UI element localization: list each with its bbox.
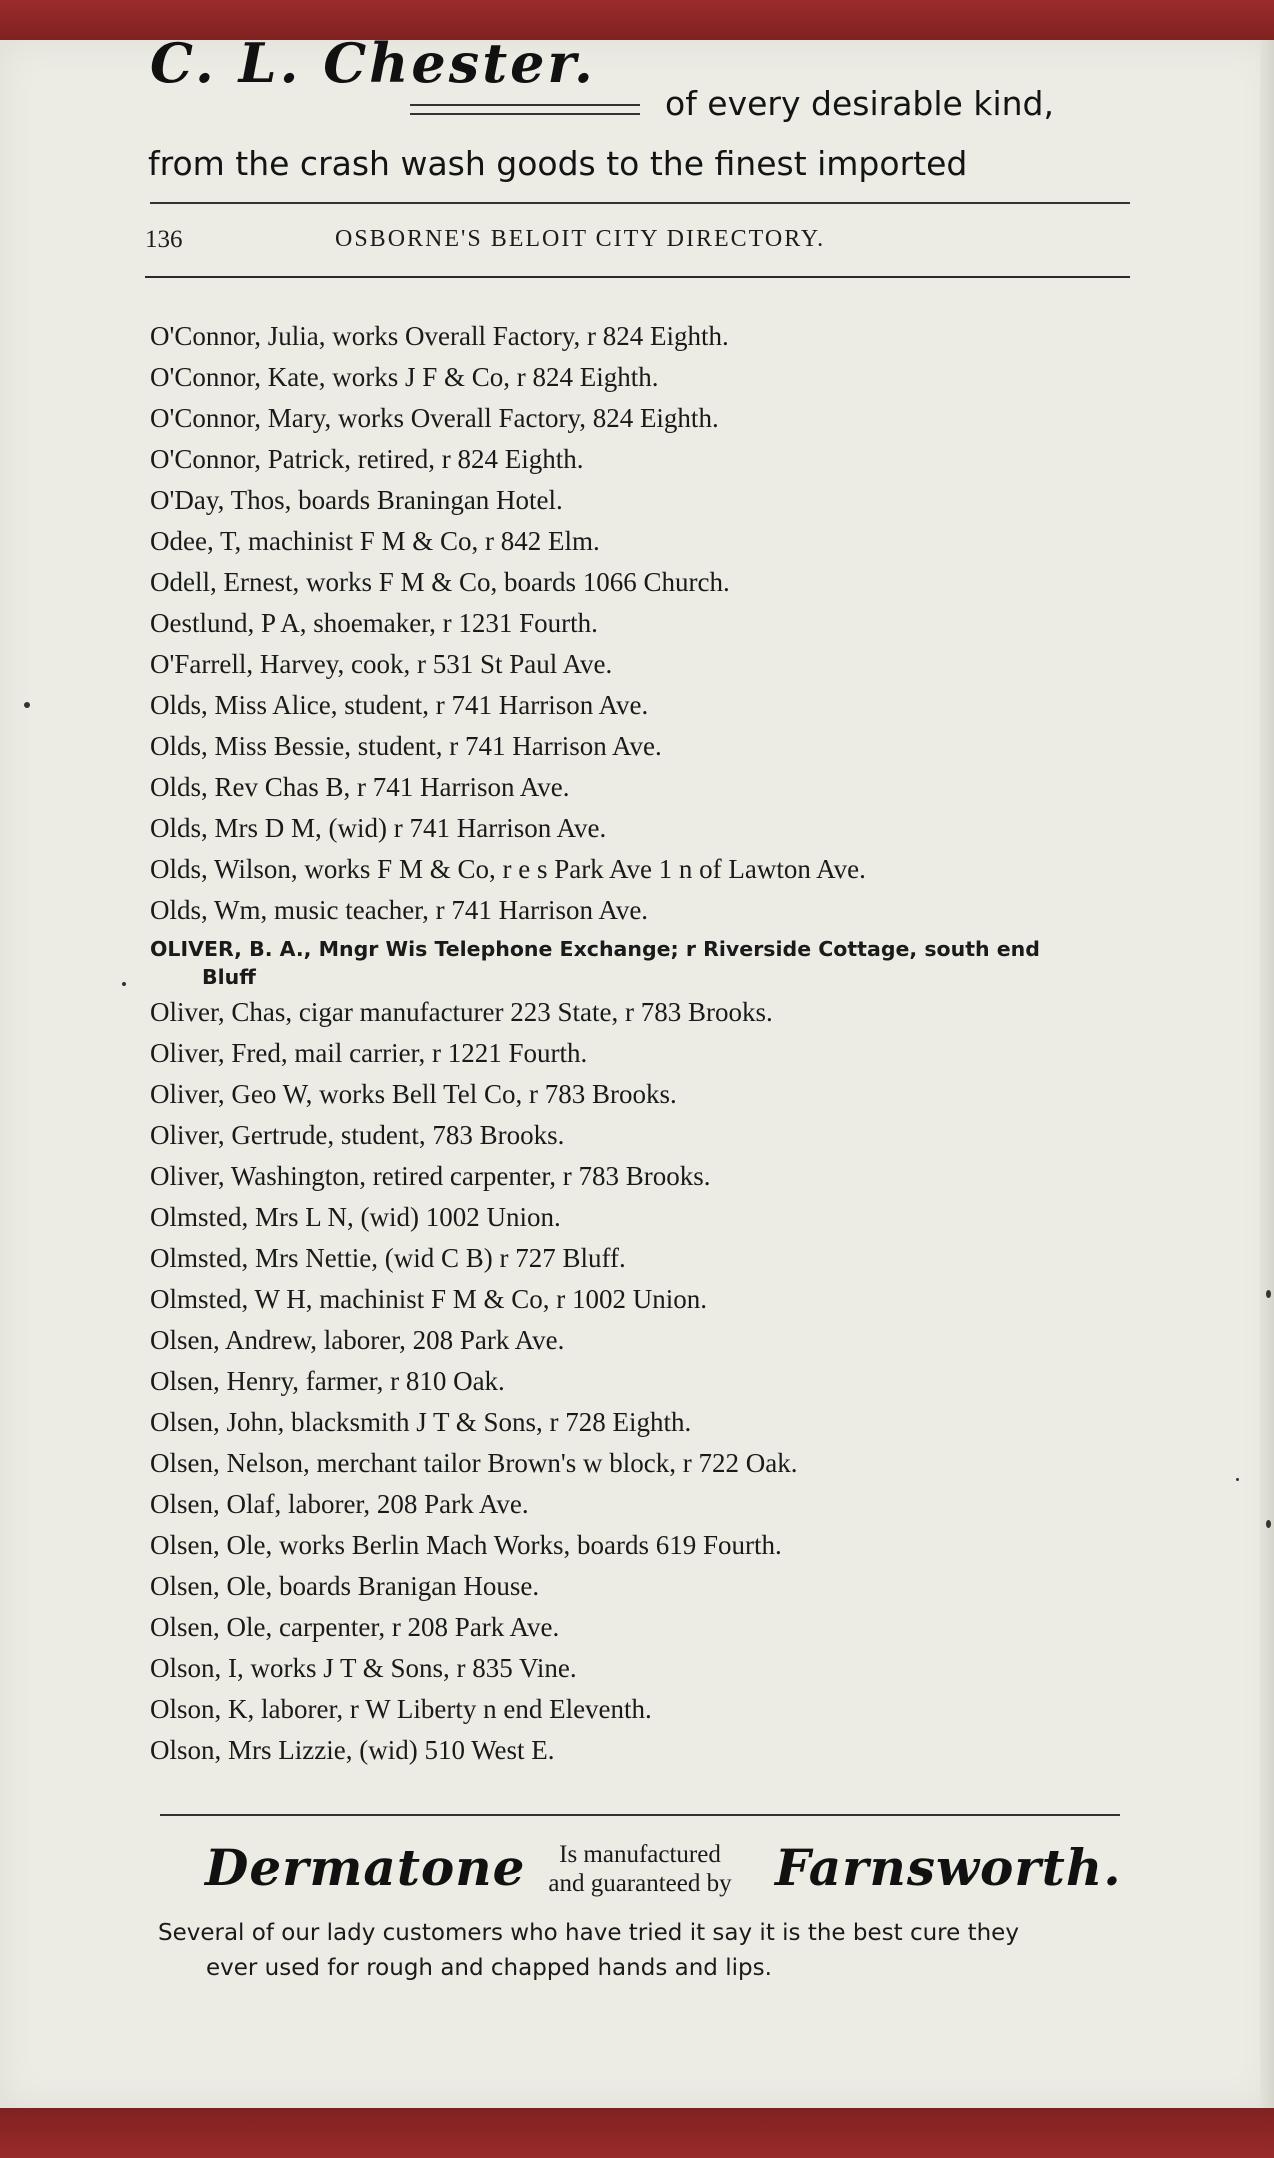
directory-entry: Olsen, John, blacksmith J T & Sons, r 728 Eighth. — [150, 1407, 692, 1437]
directory-entry: Oestlund, P A, shoemaker, r 1231 Fourth. — [150, 608, 598, 638]
directory-entry: Odell, Ernest, works F M & Co, boards 1066 Church. — [150, 567, 730, 597]
ink-speck — [122, 982, 126, 986]
directory-entry: Olson, Mrs Lizzie, (wid) 510 West E. — [150, 1735, 555, 1765]
ad-manufactured-by — [515, 1840, 765, 1898]
top-ad-script-heading: C. L. Chester. — [150, 40, 596, 86]
paper-right-edge — [1260, 40, 1274, 2108]
directory-entry: O'Connor, Julia, works Overall Factory, r 824 Eighth. — [150, 321, 729, 351]
directory-entry: Oliver, Geo W, works Bell Tel Co, r 783 Brooks. — [150, 1079, 677, 1109]
directory-entry: Olsen, Nelson, merchant tailor Brown's w block, r 722 Oak. — [150, 1448, 798, 1478]
directory-entry: Olsen, Ole, boards Branigan House. — [150, 1571, 540, 1601]
bold-entry-line-2: Bluff — [202, 965, 256, 989]
directory-entry: Olds, Rev Chas B, r 741 Harrison Ave. — [150, 772, 570, 802]
directory-entry: Olds, Miss Bessie, student, r 741 Harrison Ave. — [150, 731, 662, 761]
directory-entry: Olson, I, works J T & Sons, r 835 Vine. — [150, 1653, 577, 1683]
directory-entry: Olds, Mrs D M, (wid) r 741 Harrison Ave. — [150, 813, 607, 843]
ad-testimonial — [158, 1916, 1158, 1986]
directory-entry: Olmsted, Mrs Nettie, (wid C B) r 727 Bluff. — [150, 1243, 626, 1273]
book-cover-bottom-edge — [0, 2100, 1274, 2158]
running-head — [145, 226, 1130, 256]
directory-entry: Olds, Wilson, works F M & Co, r e s Park Ave 1 n of Lawton Ave. — [150, 854, 866, 884]
directory-entry: Olsen, Andrew, laborer, 208 Park Ave. — [150, 1325, 565, 1355]
top-ad-double-rule — [410, 104, 640, 115]
directory-entry: O'Connor, Kate, works J F & Co, r 824 Eighth. — [150, 362, 659, 392]
ink-speck — [1236, 1478, 1239, 1481]
top-ad-line-1: of every desirable kind, — [665, 84, 1054, 123]
directory-entry: Olsen, Ole, works Berlin Mach Works, boards 619 Fourth. — [150, 1530, 782, 1560]
directory-entry: O'Connor, Mary, works Overall Factory, 824 Eighth. — [150, 403, 719, 433]
ad-testimonial-line-2: ever used for rough and chapped hands and lips. — [206, 1955, 772, 1981]
ink-speck — [1266, 1520, 1271, 1528]
directory-entry: O'Farrell, Harvey, cook, r 531 St Paul Ave. — [150, 649, 613, 679]
directory-entry: Olmsted, Mrs L N, (wid) 1002 Union. — [150, 1202, 561, 1232]
directory-entries — [150, 316, 1150, 1771]
running-head-rule — [145, 276, 1130, 278]
top-ad-line-2: from the crash wash goods to the finest imported — [148, 144, 968, 183]
directory-entry: Olds, Miss Alice, student, r 741 Harrison Ave. — [150, 690, 649, 720]
running-head-title: OSBORNE'S BELOIT CITY DIRECTORY. — [335, 226, 826, 252]
directory-entry: Odee, T, machinist F M & Co, r 842 Elm. — [150, 526, 600, 556]
bold-entry-line-1: OLIVER, B. A., Mngr Wis Telephone Exchange; r Riverside Cottage, south end — [150, 937, 1040, 961]
directory-entry: Olson, K, laborer, r W Liberty n end Eleventh. — [150, 1694, 652, 1724]
directory-entry: Oliver, Washington, retired carpenter, r 783 Brooks. — [150, 1161, 711, 1191]
page-number: 136 — [145, 226, 183, 253]
ink-speck — [24, 702, 30, 708]
top-ad-rule — [150, 202, 1130, 204]
directory-entry: Oliver, Chas, cigar manufacturer 223 State, r 783 Brooks. — [150, 997, 773, 1027]
directory-entry: Olsen, Ole, carpenter, r 208 Park Ave. — [150, 1612, 560, 1642]
directory-entry: O'Connor, Patrick, retired, r 824 Eighth. — [150, 444, 584, 474]
directory-entry: Olsen, Olaf, laborer, 208 Park Ave. — [150, 1489, 529, 1519]
directory-entry: Olsen, Henry, farmer, r 810 Oak. — [150, 1366, 505, 1396]
directory-entry-bold — [150, 931, 1140, 992]
directory-entry: Oliver, Gertrude, student, 783 Brooks. — [150, 1120, 565, 1150]
ad-manufactured-line-2: and guaranteed by — [548, 1870, 732, 1897]
directory-entry: Olds, Wm, music teacher, r 741 Harrison Ave. — [150, 895, 649, 925]
directory-entry: O'Day, Thos, boards Braningan Hotel. — [150, 485, 563, 515]
directory-entry: Olmsted, W H, machinist F M & Co, r 1002 Union. — [150, 1284, 708, 1314]
bottom-ad-rule — [160, 1814, 1120, 1816]
directory-entry: Oliver, Fred, mail carrier, r 1221 Fourth. — [150, 1038, 588, 1068]
ad-manufactured-line-1: Is manufactured — [559, 1841, 721, 1868]
ink-speck — [1266, 1290, 1271, 1298]
ad-brand-dermatone: Dermatone — [205, 1838, 526, 1897]
ad-testimonial-line-1: Several of our lady customers who have tried it say it is the best cure they — [158, 1920, 1019, 1946]
ad-maker-farnsworth: Farnsworth. — [775, 1838, 1122, 1897]
